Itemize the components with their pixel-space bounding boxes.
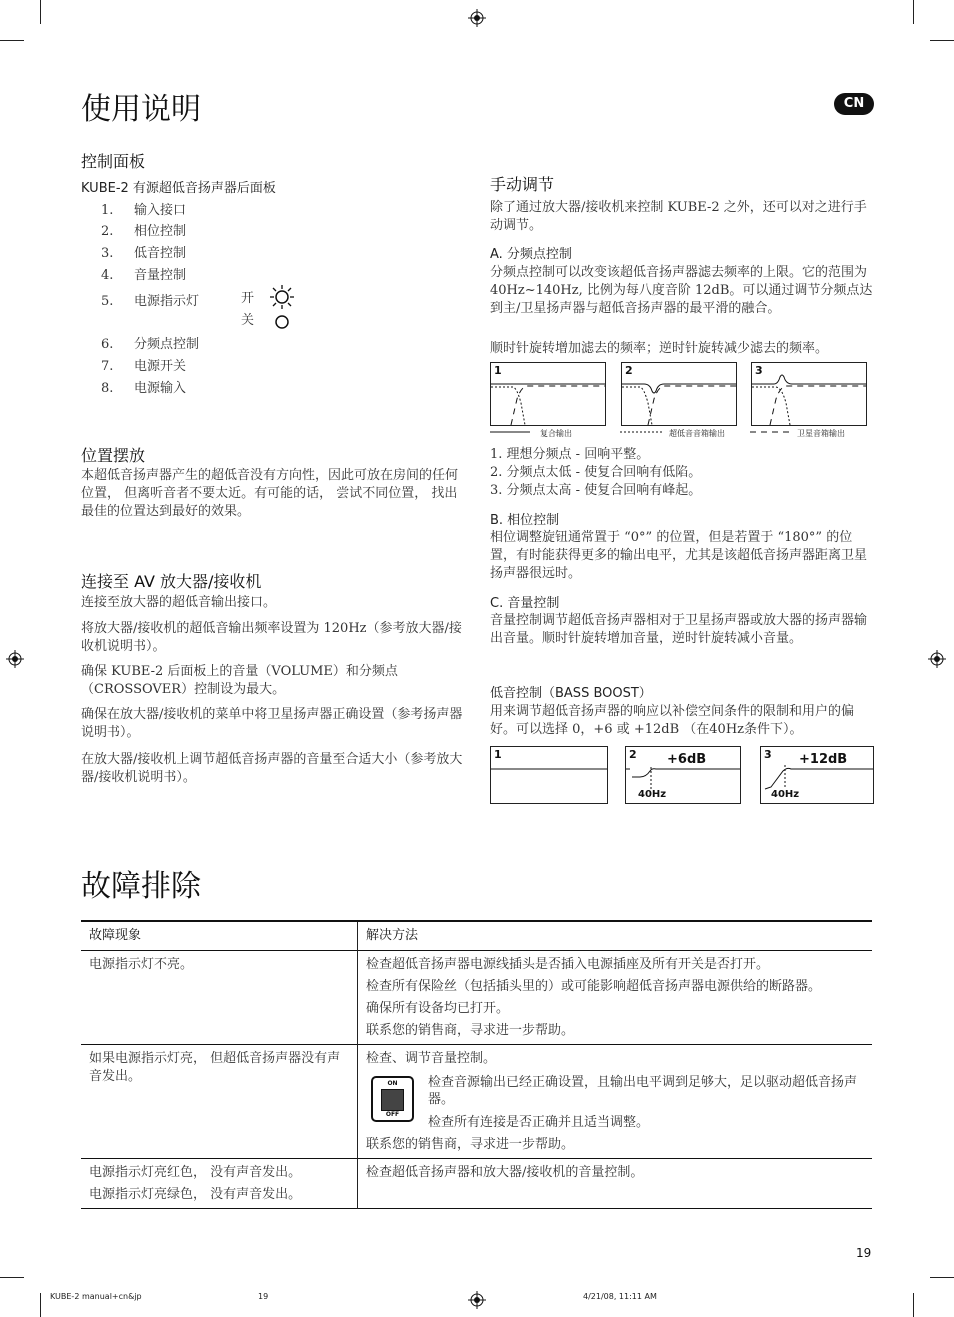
solution-text: 检查所有连接是否正确并且适当调整。 xyxy=(428,1115,650,1130)
connect-paragraph: 在放大器/接收机上调节超低音扬声器的音量至合适大小（参考放大器/接收机说明书）。 xyxy=(81,752,463,785)
crop-mark xyxy=(0,40,24,41)
crop-mark xyxy=(913,1293,914,1317)
volume-heading: C. 音量控制 xyxy=(490,596,560,611)
bass-curve-flat xyxy=(491,747,607,803)
graph-number: 2 xyxy=(629,748,637,761)
table-row xyxy=(81,951,872,1045)
crossover-note: 3. 分频点太高 - 使复合回响有峰起。 xyxy=(490,483,702,498)
symptom-text: 电源指示灯亮绿色， 没有声音发出。 xyxy=(89,1187,302,1202)
solution-text: 检查超低音扬声器电源线插头是否插入电源插座及所有开关是否打开。 xyxy=(366,957,770,972)
graph-number: 1 xyxy=(494,364,502,377)
crossover-direction: 顺时针旋转增加滤去的频率；逆时针旋转减少滤去的频率。 xyxy=(490,341,829,356)
crossover-note: 2. 分频点太低 - 使复合回响有低陷。 xyxy=(490,465,702,480)
footer-timestamp: 4/21/08, 11:11 AM xyxy=(583,1292,657,1301)
list-item: 3. 低音控制 xyxy=(101,246,187,261)
symptom-text: 电源指示灯亮红色， 没有声音发出。 xyxy=(89,1165,302,1180)
freq-label: 40Hz xyxy=(771,789,800,800)
freq-label: 40Hz xyxy=(638,789,667,800)
phase-text: 相位调整旋钮通常置于 “0°” 的位置，但是若置于 “180°” 的位置，有时能获得更多的输出电平，尤其是该超低音扬声器距离卫星扬声器很远时。 xyxy=(490,530,868,581)
crop-mark xyxy=(40,1293,41,1317)
crossover-text: 分频点控制可以改变该超低音扬声器滤去频率的上限。它的范围为 40Hz~140Hz, 比例为每八度音阶 12dB。可以通过调节分频点达到主/卫星扬声器与超低音扬声器的最平滑的融合。 xyxy=(490,265,873,316)
solution-text: 检查超低音扬声器和放大器/接收机的音量控制。 xyxy=(366,1165,644,1180)
switch-off-label: OFF xyxy=(385,1111,400,1118)
graph-number: 3 xyxy=(755,364,763,377)
connect-heading: 连接至 AV 放大器/接收机 xyxy=(81,572,262,591)
crossover-graph xyxy=(621,362,737,426)
registration-mark-icon xyxy=(468,1291,486,1309)
solution-cell xyxy=(358,1159,873,1209)
troubleshoot-table xyxy=(81,920,872,1209)
power-switch-icon xyxy=(371,1076,414,1122)
crossover-note: 1. 理想分频点 - 回响平整。 xyxy=(490,447,650,462)
list-item: 4. 音量控制 xyxy=(101,268,187,283)
symptom-cell xyxy=(81,951,358,1045)
graph-number: 3 xyxy=(764,748,772,761)
symptom-cell xyxy=(81,1159,358,1209)
solution-cell xyxy=(358,1045,873,1159)
legend-label: 复合输出 xyxy=(540,429,572,438)
list-item: 6. 分频点控制 xyxy=(101,337,200,352)
power-off-label: 关 xyxy=(241,313,255,328)
manual-heading: 手动调节 xyxy=(490,175,555,194)
led-off-icon xyxy=(274,314,290,330)
solution-text: 检查、调节音量控制。 xyxy=(366,1051,497,1066)
legend-label: 卫星音箱输出 xyxy=(797,429,845,438)
bass-graph xyxy=(625,746,741,804)
led-on-icon xyxy=(268,285,296,309)
crossover-curve-ideal xyxy=(491,363,605,425)
boost-label: +6dB xyxy=(667,752,707,767)
list-item: 1. 输入接口 xyxy=(101,203,187,218)
list-item: 2. 相位控制 xyxy=(101,224,187,239)
page-number: 19 xyxy=(856,1246,872,1260)
connect-paragraph: 确保 KUBE-2 后面板上的音量（VOLUME）和分频点（CROSSOVER）控制设为最大。 xyxy=(81,664,398,697)
legend-dashed-line xyxy=(750,428,796,436)
legend-solid-line xyxy=(490,428,532,436)
registration-mark-icon xyxy=(468,9,486,27)
list-item: 5. 电源指示灯 xyxy=(101,294,200,309)
crop-mark xyxy=(0,1277,24,1278)
troubleshoot-title: 故障排除 xyxy=(81,869,201,904)
switch-rocker xyxy=(381,1089,404,1111)
bass-heading: 低音控制（BASS BOOST） xyxy=(490,686,652,701)
registration-mark-icon xyxy=(928,650,946,668)
symptom-cell xyxy=(81,1045,358,1159)
solution-text: 检查所有保险丝（包括插头里的）或可能影响超低音扬声器电源供给的断路器。 xyxy=(366,979,822,994)
list-item: 7. 电源开关 xyxy=(101,359,187,374)
crossover-graph xyxy=(490,362,606,426)
boost-label: +12dB xyxy=(799,752,848,767)
placement-heading: 位置摆放 xyxy=(81,446,146,465)
column-header-symptom: 故障现象 xyxy=(81,921,358,951)
language-badge: CN xyxy=(834,93,874,115)
symptom-text: 如果电源指示灯亮， 但超低音扬声器没有声音发出。 xyxy=(89,1051,341,1084)
manual-intro: 除了通过放大器/接收机来控制 KUBE-2 之外，还可以对之进行手动调节。 xyxy=(490,200,867,233)
solution-text: 检查音源输出已经正确设置，且输出电平调到足够大，足以驱动超低音扬声器。 xyxy=(428,1075,858,1107)
table-row xyxy=(81,1159,872,1209)
table-row xyxy=(81,1045,872,1159)
registration-mark-icon xyxy=(6,650,24,668)
solution-cell xyxy=(358,951,873,1045)
phase-heading: B. 相位控制 xyxy=(490,513,560,528)
control-panel-subheading: KUBE-2 有源超低音扬声器后面板 xyxy=(81,181,276,196)
graph-number: 2 xyxy=(625,364,633,377)
legend-label: 超低音音箱输出 xyxy=(669,429,725,438)
solution-with-icon xyxy=(366,1070,864,1131)
solution-text: 确保所有设备均已打开。 xyxy=(366,1001,510,1016)
page-title: 使用说明 xyxy=(81,92,201,127)
legend-dotted-line xyxy=(620,428,666,436)
bass-graph xyxy=(490,746,608,804)
crossover-heading: A. 分频点控制 xyxy=(490,247,572,262)
footer-filename: KUBE-2 manual+cn&jp xyxy=(50,1292,142,1301)
bass-graph xyxy=(760,746,874,804)
volume-text: 音量控制调节超低音扬声器相对于卫星扬声器或放大器的扬声器输出音量。顺时针旋转增加音量，逆时针旋转减小音量。 xyxy=(490,613,868,646)
list-item: 8. 电源输入 xyxy=(101,381,187,396)
crossover-graph xyxy=(751,362,867,426)
bass-text: 用来调节超低音扬声器的响应以补偿空间条件的限制和用户的偏好。可以选择 0，+6 或 +12dB （在40Hz条件下）。 xyxy=(490,704,855,737)
solution-text: 联系您的销售商，寻求进一步帮助。 xyxy=(366,1023,575,1038)
control-panel-heading: 控制面板 xyxy=(81,152,146,171)
placement-text: 本超低音扬声器产生的超低音没有方向性，因此可放在房间的任何位置， 但离听音者不要太近。有可能的话， 尝试不同位置， 找出最佳的位置达到最好的效果。 xyxy=(81,468,459,519)
crossover-curve-low xyxy=(622,363,736,425)
switch-on-label: ON xyxy=(387,1080,398,1087)
footer-page: 19 xyxy=(258,1292,269,1301)
graph-number: 1 xyxy=(494,748,502,761)
column-header-solution: 解决方法 xyxy=(366,928,419,943)
crop-mark xyxy=(913,0,914,24)
power-on-label: 开 xyxy=(241,291,255,306)
connect-paragraph: 将放大器/接收机的超低音输出频率设置为 120Hz（参考放大器/接收机说明书）。 xyxy=(81,621,462,654)
crossover-curve-high xyxy=(752,363,866,425)
table-header-row xyxy=(81,921,872,951)
crop-mark xyxy=(930,1277,954,1278)
crop-mark xyxy=(40,0,41,24)
connect-paragraph: 连接至放大器的超低音输出接口。 xyxy=(81,595,277,610)
crop-mark xyxy=(930,40,954,41)
solution-text: 联系您的销售商，寻求进一步帮助。 xyxy=(366,1137,575,1152)
connect-paragraph: 确保在放大器/接收机的菜单中将卫星扬声器正确设置（参考扬声器说明书）。 xyxy=(81,707,463,740)
symptom-text: 电源指示灯不亮。 xyxy=(89,957,194,972)
